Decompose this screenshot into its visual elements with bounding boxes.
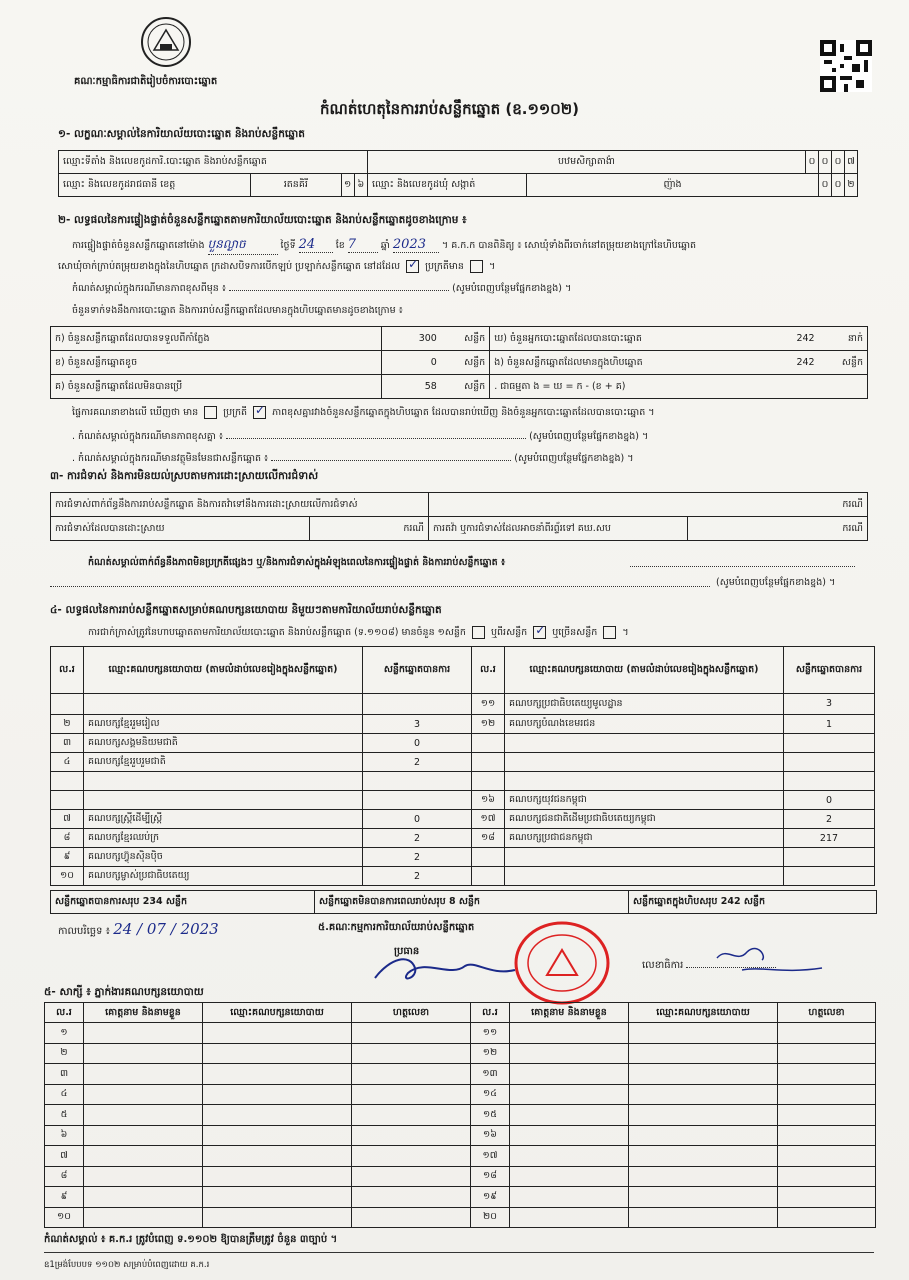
witness-col-name: គោត្តនាម និងនាមខ្លួន (510, 1003, 629, 1023)
party-name (505, 848, 784, 867)
secretary-signature (712, 936, 832, 980)
col-party-header-text: ឈ្មោះគណបក្សនយោបាយ (តាមលំដាប់លេខរៀងក្នុងសន្លឹកឆ្នោត) (108, 663, 338, 675)
party-row (51, 848, 875, 867)
witness-row (45, 1187, 876, 1208)
witness-sign-cell[interactable] (352, 1043, 471, 1064)
difference-note-end: (សូមបំពេញបន្ថែមផ្នែកខាងខ្នង) ។ (452, 283, 572, 294)
witness-sign-cell[interactable] (352, 1125, 471, 1146)
party-row (51, 829, 875, 848)
party-name: គណបក្សបំណងខេមរជន (505, 715, 784, 734)
commune-code-digit: ០ (819, 174, 832, 197)
more-sheets-label: ឬច្រើនសន្លឹក (552, 627, 598, 638)
witness-sign-cell[interactable] (778, 1146, 876, 1167)
president-label: ប្រធាន (394, 946, 420, 957)
witness-sign-cell[interactable] (778, 1064, 876, 1085)
witness-name-cell[interactable] (510, 1146, 629, 1167)
witness-party-cell[interactable] (203, 1084, 352, 1105)
witness-sign-cell[interactable] (352, 1023, 471, 1044)
witness-no: ១៤ (471, 1084, 510, 1105)
appeal-unit: ករណី (688, 517, 868, 541)
footer-divider (44, 1252, 874, 1253)
witness-party-cell[interactable] (203, 1187, 352, 1208)
date-value: 24 / 07 / 2023 (113, 920, 219, 938)
witness-sign-cell[interactable] (778, 1023, 876, 1044)
witness-party-cell[interactable] (203, 1146, 352, 1167)
witness-name-cell[interactable] (84, 1166, 203, 1187)
witness-name-cell[interactable] (510, 1105, 629, 1126)
witness-no: ១៧ (471, 1146, 510, 1167)
witness-col-sign: ហត្ថលេខា (778, 1003, 876, 1023)
party-row (51, 867, 875, 886)
col-party-header (505, 647, 784, 694)
col-votes-header: សន្លឹកឆ្នោតបានការ (784, 647, 875, 694)
witness-row (45, 1064, 876, 1085)
party-votes (784, 772, 875, 791)
section4-heading: ៤- លទ្ធផលនៃការរាប់សន្លឹកឆ្នោតសម្រាប់គណបក្សនយោបាយ និមួយៗតាមការិយាល័យរាប់សន្លឹកឆ្នោត (50, 604, 442, 616)
witness-party-cell[interactable] (629, 1023, 778, 1044)
party-votes: 2 (363, 848, 472, 867)
month-label: ខែ (335, 240, 345, 251)
discrepancy-label: ភាពខុសគ្នារវាងចំនួនសន្លឹកឆ្នោតក្នុងហិបឆ្នោត ដែលបានរាប់ឃើញ និងចំនួនអ្នកបោះឆ្នោតដែលបានបោះឆ្នោត ។ (272, 407, 655, 418)
date-line (58, 920, 219, 939)
party-name (505, 867, 784, 886)
day-label: ថ្ងៃទី (280, 240, 296, 251)
commune-value: ញ៉ាង (527, 174, 819, 197)
commune-label: ឈ្មោះ និងលេខកូដឃុំ សង្កាត់ (368, 174, 527, 197)
party-name (505, 734, 784, 753)
count-value: 242 (760, 351, 818, 375)
difference-note-label: កំណត់សម្គាល់ក្នុងករណីមានភាពខុសពីមុន ៖ (72, 283, 227, 294)
witness-no: ៥ (45, 1105, 84, 1126)
counts-table (50, 326, 868, 399)
president-signature (370, 948, 520, 988)
witness-row (45, 1166, 876, 1187)
witness-party-cell[interactable] (629, 1105, 778, 1126)
totals-bar (50, 890, 877, 914)
two-sheets-label: ឬពីរសន្លឹក (491, 627, 528, 638)
difference-result-line (72, 406, 655, 420)
witness-row (45, 1125, 876, 1146)
normal-checkbox[interactable] (204, 406, 217, 419)
count-label: ង) ចំនួនសន្លឹកឆ្នោតដែលមានក្នុងហិបឆ្នោត (490, 351, 760, 375)
party-name: គណបក្សយុវជនកម្ពុជា (505, 791, 784, 810)
party-votes: 2 (363, 829, 472, 848)
witness-row (45, 1084, 876, 1105)
party-no: ៣ (51, 734, 84, 753)
irregularity-note-end: (សូមបំពេញបន្ថែមផ្នែកខាងខ្នង) ។ (716, 577, 836, 588)
party-no (51, 693, 84, 714)
count-unit: សន្លឹក (441, 351, 490, 375)
witness-name-cell[interactable] (84, 1146, 203, 1167)
party-votes: 1 (784, 715, 875, 734)
committee-name: គណៈកម្មាធិការជាតិរៀបចំការបោះឆ្នោត (74, 76, 218, 87)
col-party-header (84, 647, 363, 694)
party-row (51, 734, 875, 753)
intact-checkbox[interactable] (406, 260, 419, 273)
party-no (472, 848, 505, 867)
normal-label: ប្រក្រតី (223, 407, 247, 418)
count-label: ខ) ចំនួនសន្លឹកឆ្នោតខូច (51, 351, 382, 375)
witness-col-name: គោត្តនាម និងនាមខ្លួន (84, 1003, 203, 1023)
party-votes: 2 (784, 810, 875, 829)
party-no (472, 734, 505, 753)
party-no: ៩ (51, 848, 84, 867)
witness-no: ២០ (471, 1207, 510, 1228)
witness-party-cell[interactable] (629, 1064, 778, 1085)
witness-no: ៨ (45, 1166, 84, 1187)
party-name: គណបក្សប្រជាជនកម្ពុជា (505, 829, 784, 848)
witness-name-cell[interactable] (84, 1207, 203, 1228)
two-sheets-checkbox[interactable] (533, 626, 546, 639)
witness-row (45, 1043, 876, 1064)
party-row (51, 693, 875, 714)
resolved-label: ការជំទាស់ដែលបានដោះស្រាយ (51, 517, 310, 541)
party-no: ៨ (51, 829, 84, 848)
witness-name-cell[interactable] (510, 1023, 629, 1044)
witness-sign-cell[interactable] (352, 1064, 471, 1085)
seal-check-text: សោឃុំចាក់ក្រាប់តម្រុយខាងក្នុងនៃហិបឆ្នោត ក្រដាសបិទការ​បើកឡប់ ប្រឡាក់សន្លឹកឆ្នោត នៅដដែល (58, 261, 401, 272)
discrepancy-note-label: . កំណត់សម្គាល់ក្នុងករណីមានភាពខុសគ្នា ៖ (72, 431, 224, 442)
party-name: គណបក្សសង្គមនិយមជាតិ (84, 734, 363, 753)
verification-time-prefix: ការផ្ទៀងផ្ទាត់ចំនួនសន្លឹកឆ្នោតនៅម៉ោង (72, 240, 205, 251)
discrepancy-checkbox[interactable] (253, 406, 266, 419)
party-name: គណបក្សម្ចាស់ប្រជាធិបតេយ្យ (84, 867, 363, 886)
party-no: ១០ (51, 867, 84, 886)
seal-check-line: សោឃុំចាក់ក្រាប់តម្រុយខាងក្នុងនៃហិបឆ្នោត ក្រដាសបិទការ​បើកឡប់ ប្រឡាក់សន្លឹកឆ្នោត នៅដដែល ✓ ប្រក្រតីមាន ។ (58, 260, 495, 274)
footer-note: កំណត់សម្គាល់ ៖ គ.ក.រ ត្រូវបំពេញ ទ.១១០២ ឱ្យបានត្រឹមត្រូវ ចំនួន ៣ច្បាប់ ។ (44, 1234, 338, 1245)
witness-col-party: ឈ្មោះគណបក្សនយោបាយ (203, 1003, 352, 1023)
witness-name-cell[interactable] (510, 1207, 629, 1228)
station-code-digit: ០ (819, 151, 832, 174)
station-value: បឋមសិក្សាតាង៉ា (368, 151, 806, 174)
witness-sign-cell[interactable] (352, 1187, 471, 1208)
witness-row (45, 1023, 876, 1044)
resolved-unit: ករណី (310, 517, 429, 541)
one-sheet-checkbox[interactable] (472, 626, 485, 639)
party-votes (363, 693, 472, 714)
party-name: គណបក្សខ្មែរ​រួបរួមជាតិ (84, 753, 363, 772)
witness-name-cell[interactable] (84, 1187, 203, 1208)
section3-heading: ៣- ការជំទាស់ និងការមិនយល់ស្របតាមការដោះស្រាយលើការជំទាស់ (50, 470, 319, 482)
party-votes: 3 (363, 715, 472, 734)
witness-name-cell[interactable] (84, 1125, 203, 1146)
foreign-object-note-line (72, 452, 634, 466)
difference-note-field[interactable] (229, 290, 449, 291)
secretary-label: លេខាធិការ (642, 960, 684, 971)
tally-sheet-text: ការជាក់ក្រាស់ត្រូវនៃហាបឆ្នោតតាមការិយាល័យបោះឆ្នោត និងរាប់សន្លឹកឆ្នោត (ទ.១១០៨) មានចំនួន ១សន្លឹក (88, 627, 466, 638)
party-name (505, 753, 784, 772)
party-no: ៤ (51, 753, 84, 772)
section5-heading: ៥- សាក្សី ៖ ភ្នាក់ងារគណបក្សនយោបាយ (44, 986, 204, 998)
witness-party-cell[interactable] (203, 1125, 352, 1146)
party-no (51, 772, 84, 791)
witness-name-cell[interactable] (84, 1023, 203, 1044)
party-no: ១៨ (472, 829, 505, 848)
box-total: សន្លឹកឆ្នោតក្នុងហិបសរុប 242 សន្លឹក (633, 896, 765, 907)
witness-no: ១៨ (471, 1166, 510, 1187)
party-no: ១២ (472, 715, 505, 734)
witness-no: ១៥ (471, 1105, 510, 1126)
witness-name-cell[interactable] (510, 1043, 629, 1064)
party-votes (784, 848, 875, 867)
party-no (472, 772, 505, 791)
date-label: កាលបរិច្ឆេទ ៖ (58, 926, 111, 937)
party-no: ១៧ (472, 810, 505, 829)
witness-col-no: ល.រ (45, 1003, 84, 1023)
witness-sign-cell[interactable] (778, 1125, 876, 1146)
witness-party-cell[interactable] (203, 1023, 352, 1044)
witness-name-cell[interactable] (84, 1084, 203, 1105)
party-votes (784, 734, 875, 753)
witness-row (45, 1105, 876, 1126)
party-row (51, 791, 875, 810)
witness-sign-cell[interactable] (352, 1146, 471, 1167)
party-no: ២ (51, 715, 84, 734)
station-code-digit: ៧ (845, 151, 858, 174)
witness-party-cell[interactable] (629, 1084, 778, 1105)
count-value: 58 (382, 375, 441, 399)
count-label: ក) ចំនួនសន្លឹកឆ្នោតដែលបានទទួលពីកាំភ្លែង (51, 327, 382, 351)
party-votes (784, 753, 875, 772)
party-no: ១១ (472, 693, 505, 714)
witness-name-cell[interactable] (510, 1084, 629, 1105)
party-name: គណបក្សខ្មែរឈប់ក្រ (84, 829, 363, 848)
witness-sign-cell[interactable] (352, 1166, 471, 1187)
party-no (472, 753, 505, 772)
col-no-header: ល.រ (51, 647, 84, 694)
witness-no: ៩ (45, 1187, 84, 1208)
witness-rows (45, 1023, 876, 1228)
discrepancy-note-field[interactable] (226, 438, 526, 439)
foreign-object-note-label: . កំណត់សម្គាល់ក្នុងករណីមានវត្ថុមិនមែនជាសន្លឹកឆ្នោត ៖ (72, 453, 269, 464)
witness-row (45, 1207, 876, 1228)
province-value: រតនគិរី (251, 174, 341, 197)
party-name: គណបក្សជនជាតិដើមប្រជាធិបតេយ្យកម្ពុជា (505, 810, 784, 829)
footer-bottom: ឧ1ម្រង់បែបបទ ១១០២ សម្រាប់បំពេញដោយ គ.ក.រ (44, 1260, 210, 1270)
party-name (84, 791, 363, 810)
irregularity-note-dots2[interactable] (50, 586, 710, 587)
party-name: គណបក្សប្រជាធិបតេយ្យមូលដ្ឋាន (505, 693, 784, 714)
witness-col-no: ល.រ (471, 1003, 510, 1023)
foreign-object-note-field[interactable] (271, 460, 511, 461)
party-votes (363, 772, 472, 791)
count-value: 300 (382, 327, 441, 351)
count-label: ឃ) ចំនួនអ្នកបោះឆ្នោតដែលបានបោះឆ្នោត (490, 327, 760, 351)
valid-total: សន្លឹកឆ្នោតបានការសរុប 234 សន្លឹក (51, 891, 315, 913)
section1-heading: ១- លក្ខណៈសម្គាល់នៃការិយាល័យបោះឆ្នោត និងរាប់សន្លឹកឆ្នោត (58, 128, 305, 140)
station-label: ឈ្មោះទីតាំង និងលេខកូដការិ.បោះឆ្នោត និងរាប់សន្លឹកឆ្នោត (59, 151, 368, 174)
party-no: ១៦ (472, 791, 505, 810)
count-value: 242 (760, 327, 818, 351)
party-votes (363, 791, 472, 810)
party-no: ៧ (51, 810, 84, 829)
party-name: គណបក្សខ្មែររួមរៀល (84, 715, 363, 734)
objection-label: ការជំទាស់ពាក់ព័ន្ធនឹងការរាប់សន្លឹកឆ្នោត និងការតវ៉ាទៅនឹងការដោះស្រាយលើការជំទាស់ (51, 493, 429, 517)
section1-table (58, 150, 858, 197)
party-votes: 0 (363, 810, 472, 829)
witness-party-cell[interactable] (629, 1043, 778, 1064)
witness-sign-cell[interactable] (778, 1043, 876, 1064)
party-votes: 217 (784, 829, 875, 848)
witness-no: ២ (45, 1043, 84, 1064)
party-row (51, 715, 875, 734)
party-votes: 3 (784, 693, 875, 714)
witness-party-cell[interactable] (203, 1043, 352, 1064)
witness-sign-cell[interactable] (352, 1084, 471, 1105)
witness-sign-cell[interactable] (778, 1166, 876, 1187)
party-rows (51, 693, 875, 885)
commune-code-digit: ០ (832, 174, 845, 197)
form-title: កំណត់ហេតុនៃការរាប់សន្លឹកឆ្នោត (ឧ.១១០២) (320, 100, 580, 118)
witness-no: ៦ (45, 1125, 84, 1146)
party-name (505, 772, 784, 791)
witness-no: ១ (45, 1023, 84, 1044)
committee-signatures-label: ៥.គណៈកម្មការការិយាល័យរាប់សន្លឹកឆ្នោត (318, 922, 475, 933)
witness-col-sign: ហត្ថលេខា (352, 1003, 471, 1023)
verification-time-value: បួនល្ងាច (208, 236, 278, 255)
witness-name-cell[interactable] (510, 1187, 629, 1208)
witness-no: ៧ (45, 1146, 84, 1167)
party-votes: 0 (363, 734, 472, 753)
witness-party-cell[interactable] (629, 1166, 778, 1187)
station-code-digit: ០ (832, 151, 845, 174)
party-results-table (50, 646, 875, 886)
witness-name-cell[interactable] (510, 1064, 629, 1085)
party-row (51, 753, 875, 772)
party-votes: 0 (784, 791, 875, 810)
section2-heading: ២- លទ្ធផលនៃការផ្ទៀងផ្ទាត់ចំនួនសន្លឹកឆ្នោតតាមការិយាល័យបោះឆ្នោត និងរាប់សន្លឹកឆ្នោតដូចខាងក្រោម ៖ (58, 214, 467, 226)
witness-party-cell[interactable] (203, 1064, 352, 1085)
witness-no: ៣ (45, 1064, 84, 1085)
discrepancy-note-line (72, 430, 648, 444)
invalid-total: សន្លឹកឆ្នោតមិនបានការពេលរាប់សរុប 8 សន្លឹក (315, 891, 629, 913)
count-unit: សន្លឹក (441, 375, 490, 399)
difference-result-label: ផ្ទៃការគណនាខាងលើ ឃើញថា មាន (72, 407, 199, 418)
irregularity-note-line: កំណត់សម្គាល់ពាក់ព័ន្ធនឹងភាពមិនប្រក្រតីផ្សេងៗ ឬ/និងការជំទាស់ក្នុងអំឡុងពេលនៃការផ្ទៀងផ្ទាត់ និងការរាប់សន្លឹកឆ្នោត ៖ (88, 557, 506, 568)
irregularity-note-dots[interactable] (630, 566, 855, 567)
witness-no: ១៩ (471, 1187, 510, 1208)
witness-party-cell[interactable] (203, 1207, 352, 1228)
col-party-header-text: ឈ្មោះគណបក្សនយោបាយ (តាមលំដាប់លេខរៀងក្នុងសន្លឹកឆ្នោត) (529, 663, 759, 675)
commune-code-digit: ២ (845, 174, 858, 197)
tally-sheet-line: ការជាក់ក្រាស់ត្រូវនៃហាបឆ្នោតតាមការិយាល័យបោះឆ្នោត និងរាប់សន្លឹកឆ្នោត (ទ.១១០៨) មានចំនួន ១សន្លឹក ឬពីរសន្លឹក ✓ ឬច្រើនសន្លឹក ។ (88, 626, 629, 640)
counts-intro: ចំនួនទាក់ទងនឹងការបោះឆ្នោត និងការរាប់សន្លឹកឆ្នោតដែលមានក្នុងហិបឆ្នោតមានដូចខាងក្រោម ៖ (72, 305, 403, 316)
day-value: 24 (299, 237, 333, 253)
foreign-object-note-end: (សូមបំពេញបន្ថែមផ្នែកខាងខ្នង) ។ (514, 453, 634, 464)
count-unit: សន្លឹក (819, 351, 868, 375)
witness-sign-cell[interactable] (352, 1105, 471, 1126)
witness-name-cell[interactable] (510, 1166, 629, 1187)
witness-no: ១១ (471, 1023, 510, 1044)
year-value: 2023 (393, 237, 439, 253)
witness-sign-cell[interactable] (778, 1084, 876, 1105)
not-intact-checkbox[interactable] (470, 260, 483, 273)
witness-col-party: ឈ្មោះគណបក្សនយោបាយ (629, 1003, 778, 1023)
discrepancy-note-end: (សូមបំពេញបន្ថែមផ្នែកខាងខ្នង) ។ (529, 431, 649, 442)
witness-party-cell[interactable] (203, 1166, 352, 1187)
province-label: ឈ្មោះ និងលេខកូដរាជធានី ខេត្ត (59, 174, 251, 197)
witness-party-cell[interactable] (203, 1105, 352, 1126)
col-no-header: ល.រ (472, 647, 505, 694)
witness-table (44, 1002, 876, 1228)
witness-no: ៤ (45, 1084, 84, 1105)
party-name (84, 693, 363, 714)
witness-name-cell[interactable] (84, 1043, 203, 1064)
party-name: គណបក្សស្ត្រីដើម្បីស្ត្រី (84, 810, 363, 829)
appeal-label: ការតវ៉ា ឬការជំទាស់ដែលអាចនាំពីរព្ទ័រទៅ គឃ.សប (429, 517, 688, 541)
official-stamp (512, 920, 612, 1006)
witness-sign-cell[interactable] (778, 1105, 876, 1126)
witness-sign-cell[interactable] (778, 1187, 876, 1208)
station-code-digit: ០ (806, 151, 819, 174)
province-code-digit: ៦ (354, 174, 367, 197)
witness-no: ១៣ (471, 1064, 510, 1085)
witness-sign-cell[interactable] (778, 1207, 876, 1228)
count-label: គ) ចំនួនសន្លឹកឆ្នោតដែលមិនបានប្រើ (51, 375, 382, 399)
formula-text: . ជាធម្មតា ង = ឃ = ក - (ខ + គ) (490, 375, 868, 399)
count-unit: សន្លឹក (441, 327, 490, 351)
witness-party-cell[interactable] (629, 1187, 778, 1208)
difference-note-line (72, 282, 571, 296)
witness-row (45, 1146, 876, 1167)
verification-time-line (72, 236, 696, 255)
party-votes: 2 (363, 867, 472, 886)
witness-no: ១០ (45, 1207, 84, 1228)
party-votes: 2 (363, 753, 472, 772)
witness-name-cell[interactable] (84, 1105, 203, 1126)
qr-code-icon (820, 40, 872, 92)
year-label: ឆ្នាំ (380, 240, 390, 251)
province-code-digit: ១ (341, 174, 354, 197)
witness-no: ១៦ (471, 1125, 510, 1146)
verification-time-suffix: ។ គ.ក.ក បានពិនិត្យ ៖ សោឃុំទាំងពីរចាក់នៅតម្រុយខាងក្រៅនៃហិបឆ្នោត (441, 240, 697, 251)
party-name (84, 772, 363, 791)
party-name: គណបក្សហ៊្វុនស៊ិនប៉ិច (84, 848, 363, 867)
party-row (51, 772, 875, 791)
party-no (51, 791, 84, 810)
intact-label: ប្រក្រតីមាន (425, 261, 464, 272)
witness-party-cell[interactable] (629, 1207, 778, 1228)
witness-sign-cell[interactable] (352, 1207, 471, 1228)
witness-party-cell[interactable] (629, 1125, 778, 1146)
count-value: 0 (382, 351, 441, 375)
witness-name-cell[interactable] (84, 1064, 203, 1085)
objection-unit: ករណី (429, 493, 868, 517)
witness-party-cell[interactable] (629, 1146, 778, 1167)
objections-table (50, 492, 868, 541)
col-votes-header: សន្លឹកឆ្នោតបានការ (363, 647, 472, 694)
more-sheets-checkbox[interactable] (603, 626, 616, 639)
witness-name-cell[interactable] (510, 1125, 629, 1146)
party-no (472, 867, 505, 886)
party-row (51, 810, 875, 829)
witness-no: ១២ (471, 1043, 510, 1064)
count-unit: នាក់ (819, 327, 868, 351)
month-value: 7 (348, 237, 378, 253)
party-votes (784, 867, 875, 886)
national-emblem-logo (140, 16, 192, 68)
